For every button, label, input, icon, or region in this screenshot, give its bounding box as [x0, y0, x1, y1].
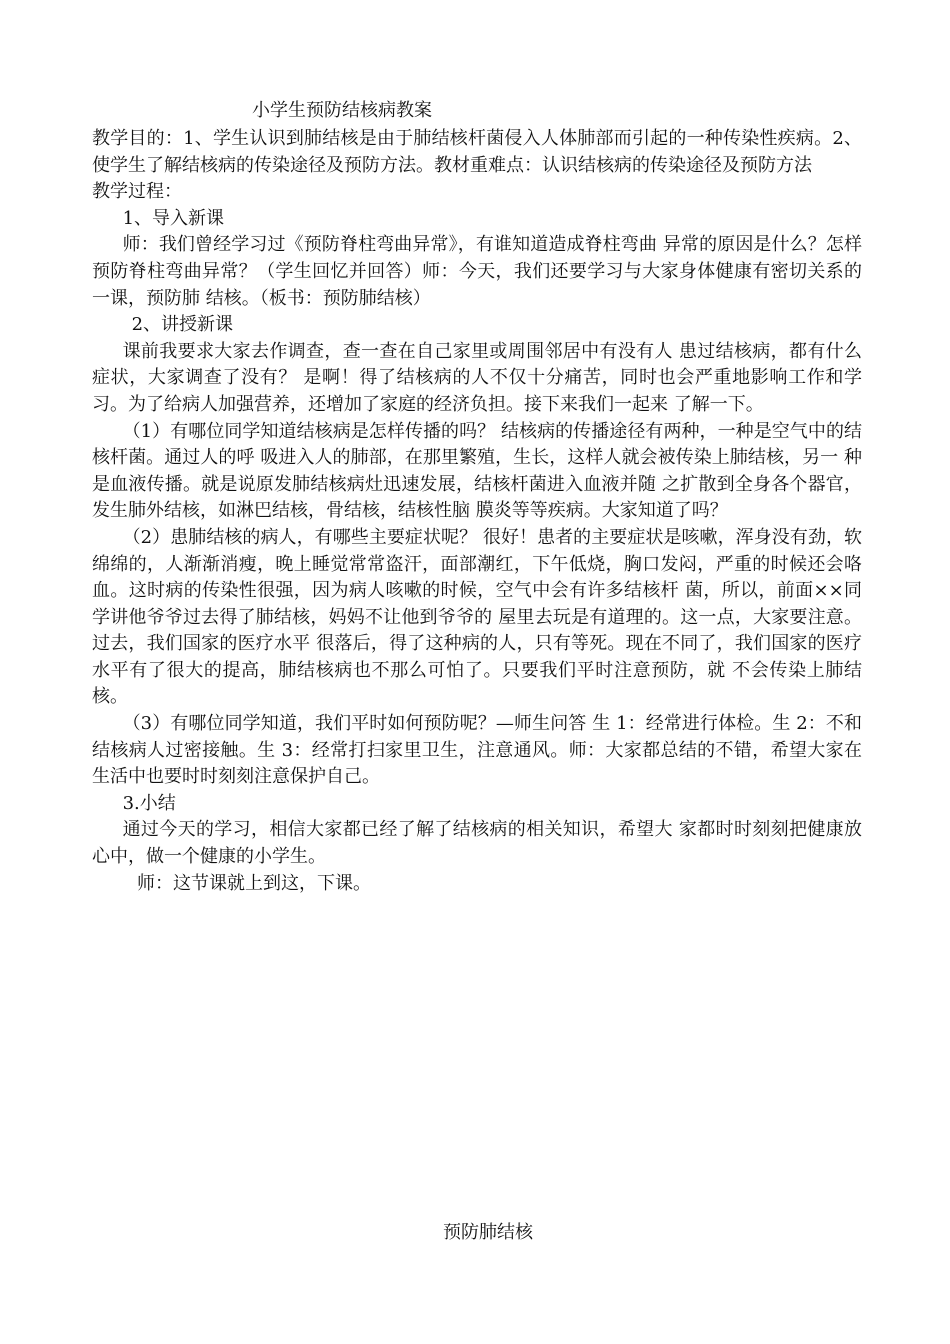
- process-heading: 教学过程：: [92, 181, 182, 203]
- page-footer-text: 预防肺结核: [443, 1222, 533, 1243]
- question1-paragraph: （1）有哪位同学知道结核病是怎样传播的吗？ 结核病的传播途径有两种，一种是空气中的结核杆菌。通过人的呼 吸进入人的肺部，在那里繁殖，生长，这样人就会被传染上肺结核，另一 种是血液传播。就是说原发肺结核病灶迅速发展，结核杆菌进入血液并随 之扩散到全身各个器官，发生肺外结核，如淋巴结核，骨结核，结核性脑 膜炎等等疾病。大家知道了吗？: [92, 420, 862, 522]
- section2-intro-paragraph: 课前我要求大家去作调查，查一查在自己家里或周围邻居中有没有人 患过结核病，都有什么症状，大家调查了没有？ 是啊！得了结核病的人不仅十分痛苦，同时也会严重地影响工作和学 习。为了给病人加强营养，还增加了家庭的经济负担。接下来我们一起来 了解一下。: [92, 340, 862, 415]
- document-title: 小学生预防结核病教案: [252, 100, 432, 121]
- closing-paragraph: 师：这节课就上到这，下课。: [137, 872, 371, 894]
- objectives-paragraph: 教学目的：1、学生认识到肺结核是由于肺结核杆菌侵入人体肺部而引起的一种传染性疾病。2、使学生了解结核病的传染途径及预防方法。教材重难点：认识结核病的传染途径及预防方法: [92, 128, 862, 176]
- lesson-plan-document: [92, 96, 862, 897]
- section3-heading: 3.小结: [122, 792, 176, 814]
- question2-paragraph: （2）患肺结核的病人，有哪些主要症状呢？ 很好！患者的主要症状是咳嗽，浑身没有劲，软绵绵的，人渐渐消瘦，晚上睡觉常常盗汗，面部潮红，下午低烧，胸口发闷，严重的时候还会咯 血。这时病的传染性很强，因为病人咳嗽的时候，空气中会有许多结核杆 菌，所以，前面××同学讲他爷爷过去得了肺结核，妈妈不让他到爷爷的 屋里去玩是有道理的。这一点，大家要注意。过去，我们国家的医疗水平 很落后，得了这种病的人，只有等死。现在不同了，我们国家的医疗水平有了很大的提高，肺结核病也不那么可怕了。只要我们平时注意预防，就 不会传染上肺结核。: [92, 526, 862, 708]
- section1-paragraph: 师：我们曾经学习过《预防脊柱弯曲异常》，有谁知道造成脊柱弯曲 异常的原因是什么？怎样预防脊柱弯曲异常？（学生回忆并回答）师：今天，我们还要学习与大家身体健康有密切关系的一课，预防肺 结核。（板书：预防肺结核）: [92, 234, 862, 309]
- summary-paragraph: 通过今天的学习，相信大家都已经了解了结核病的相关知识，希望大 家都时时刻刻把健康放心中，做一个健康的小学生。: [92, 819, 862, 868]
- question3-paragraph: （3）有哪位同学知道，我们平时如何预防呢？—师生问答 生 1：经常进行体检。生 2：不和结核病人过密接触。生 3：经常打扫家里卫生，注意通风。师：大家都总结的不错，希望大家在生活中也要时时刻刻注意保护自己。: [92, 713, 862, 788]
- section2-heading: 2、讲授新课: [131, 314, 234, 336]
- section1-heading: 1、导入新课: [122, 207, 225, 229]
